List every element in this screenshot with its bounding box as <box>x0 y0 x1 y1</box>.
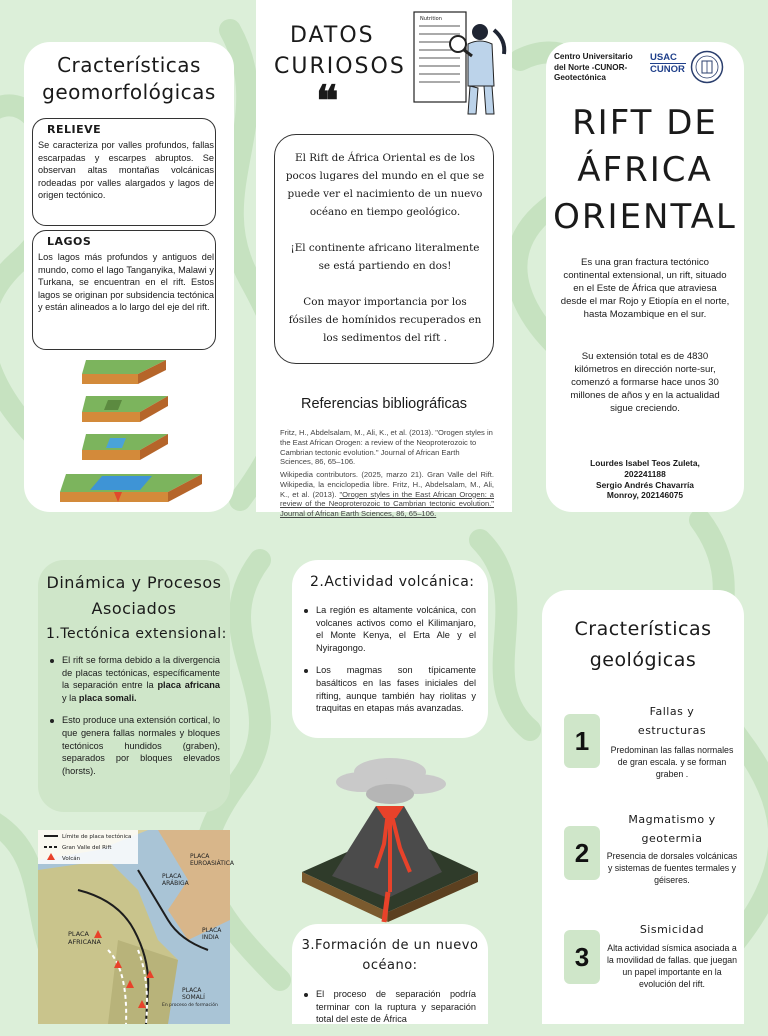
map-label-som-2: SOMALÍ <box>182 994 205 1001</box>
tectonica-bullet-2: Esto produce una extensión cortical, lo que genera fallas normales y bloques tectónicos hundidos (graben), separados por bloques elevados (horsts). <box>48 714 220 777</box>
ocean-subtitle <box>292 936 488 976</box>
quote-mark-icon: ❝ <box>316 77 339 124</box>
item-number-3: 3 <box>564 930 600 984</box>
relieve-box <box>32 118 216 226</box>
map-label-arab-1: PLACA <box>162 873 182 880</box>
volcanic-subtitle: 2.Actividad volcánica: <box>310 574 475 590</box>
panel1-title <box>24 52 234 106</box>
panel1-title-line2: geomorfológicas <box>42 80 216 104</box>
panel-datos-curiosos <box>256 0 512 519</box>
item-2-title <box>606 810 738 848</box>
institution-name <box>554 52 633 84</box>
item-2-title-line2: geotermia <box>641 832 703 845</box>
map-legend-volcano: Volcán <box>62 856 81 862</box>
datos-title-line2: CURIOSOS <box>274 54 406 79</box>
dynamics-title-line2: Asociados <box>91 599 177 618</box>
item-1-title-line1: Fallas y <box>649 705 695 718</box>
map-label-ind-2: INDIA <box>202 934 219 941</box>
tectonica-bullet-1-text: El rift se forma debido a la divergencia de placas tectónicas, específicamente la separación entre la <box>62 655 220 691</box>
volcano-illustration <box>292 752 488 922</box>
dynamics-title-line1: Dinámica y Procesos <box>46 573 222 592</box>
geological-title-line1: Cracterísticas <box>574 618 712 640</box>
item-number-1: 1 <box>564 714 600 768</box>
map-label-som-1: PLACA <box>182 987 202 994</box>
ocean-bullet-1: El proceso de separación podría terminar con la ruptura y separación total del este de África <box>302 988 476 1026</box>
lagos-heading: LAGOS <box>47 235 92 248</box>
map-legend-plate-boundary: Límite de placa tectónica <box>62 834 132 840</box>
item-3-text: Alta actividad sísmica asociada a la movilidad de fallas. que juegan un papel importante en la evolución del rift. <box>606 943 738 989</box>
datos-curiosos-box <box>274 134 494 364</box>
item-number-2: 2 <box>564 826 600 880</box>
dato-1: El Rift de África Oriental es de los pocos lugares del mundo en el que se puede ver el nacimiento de un nuevo océano en tiempo geológico. <box>285 152 485 218</box>
authors <box>546 458 744 501</box>
ocean-subtitle-line1: 3.Formación de un nuevo <box>301 938 479 953</box>
reference-2-link[interactable]: "Orogen styles in the East African Orogen: a review of the Neoproterozoic to Cambrian tectonic evolution." Journal of African Earth Sciences, 86, 65–106. <box>280 489 494 519</box>
references-title: Referencias bibliográficas <box>300 396 468 412</box>
map-label-afr-1: PLACA <box>68 930 90 938</box>
author-2-id: Monroy, 202146075 <box>606 490 684 501</box>
map-label-small: En proceso de formación <box>162 1003 218 1008</box>
ocean-card <box>292 924 488 1024</box>
dynamics-title <box>38 570 230 622</box>
reference-1: Fritz, H., Abdelsalam, M., Ali, K., et al. (2013). "Orogen styles in the East African Orogen: a review of the Neoproterozoic to Cambrian tectonic evolution." Journal of African Earth Sciences, 86, 65–106. <box>280 428 493 467</box>
relieve-text: Se caracteriza por valles profundos, fallas escarpadas y escarpes abruptos. Se observan altas montañas volcánicas rodeadas por valles alargados y lagos de origen tectónico. <box>38 140 214 201</box>
volcanic-bullet-2: Los magmas son típicamente basálticos en las fases iniciales del rifting, aunque también hay riolitas y traquitas en etapas más avanzadas. <box>302 664 476 714</box>
university-seal-icon <box>690 50 724 84</box>
geological-title <box>542 614 744 676</box>
main-title <box>546 100 744 241</box>
item-2-title-line1: Magmatismo y <box>628 813 716 826</box>
item-1-text: Predominan las fallas normales de gran escala. y se forman graben . <box>610 745 734 779</box>
dato-2: ¡El continente africano literalmente se está partiendo en dos! <box>290 242 480 272</box>
lagos-box <box>32 230 216 350</box>
block-diagram-3 <box>82 434 168 460</box>
tectonica-subtitle: 1.Tectónica extensional: <box>46 626 227 642</box>
main-title-line1: RIFT DE <box>572 103 718 143</box>
ocean-subtitle-line2: océano: <box>362 958 418 973</box>
reference-2 <box>280 470 494 519</box>
volcanic-bullet-1: La región es altamente volcánica, con volcanes activos como el Kilimanjaro, el Monte Kenya, el Erta Ale y el Nyiragongo. <box>302 604 476 654</box>
map-label-arab-2: ARÁBIGA <box>162 880 189 887</box>
map-label-euro-2: EUROASIÁTICA <box>190 860 235 867</box>
map-label-afr-2: AFRICANA <box>68 938 101 946</box>
lagos-text: Los lagos más profundos y antiguos del mundo, como el lago Tanganyika, Malawi y Turkana, se encuentran en el rift. Estos lagos se originan por subsidencia tectónica y están alineados a lo largo del eje del rift. <box>38 252 214 313</box>
ocean-bullets <box>302 988 476 1036</box>
datos-curiosos-title <box>274 20 406 82</box>
relieve-heading: RELIEVE <box>47 123 102 136</box>
volcanic-card <box>292 560 488 738</box>
geological-title-line2: geológicas <box>589 649 697 671</box>
rift-map-svg <box>38 830 235 1024</box>
author-2: Sergio Andrés Chavarría <box>596 479 694 490</box>
author-1-id: 202241188 <box>624 468 666 479</box>
item-2-text: Presencia de dorsales volcánicas y sistemas de fuentes termales y géiseres. <box>606 851 738 885</box>
main-title-line2: ÁFRICA <box>577 150 713 190</box>
geological-card <box>542 590 744 1024</box>
rift-description-2: Su extensión total es de 4830 kilómetros en dirección norte-sur, comenzó a formarse hace unos 30 millones de años y en la actualidad sigue creciendo. <box>570 351 720 414</box>
map-legend-rift-valley: Gran Valle del Rift <box>62 845 112 851</box>
map-label-ind-1: PLACA <box>202 927 222 934</box>
cover-card <box>546 42 744 512</box>
main-title-line3: ORIENTAL <box>553 197 737 237</box>
researcher-illustration <box>410 10 510 122</box>
block-diagram-2 <box>82 396 168 422</box>
block-diagram-4 <box>60 474 202 502</box>
panel1-title-line1: Cracterísticas <box>57 53 201 77</box>
datos-title-line1: DATOS <box>290 23 375 48</box>
block-diagram-1 <box>82 360 166 384</box>
rift-map-image <box>38 830 235 1024</box>
tectonica-bullets <box>48 654 220 787</box>
institution-line1: Centro Universitario <box>554 52 633 61</box>
svg-text:Nutrition: Nutrition <box>420 16 442 22</box>
author-1: Lourdes Isabel Teos Zuleta, <box>590 458 700 468</box>
reference-2-text: Wikipedia contributors. (2025, marzo 21). Gran Valle del Rift. Wikipedia, la enciclopedia libre. Fritz, H., Abdelsalam, M., Ali, K., et al. (2013). <box>280 470 494 499</box>
rift-block-diagrams-image <box>56 352 206 507</box>
placa-somali-text: placa somali. <box>78 692 137 703</box>
placa-africana-text: placa africana <box>157 680 220 691</box>
logo-usac-text: USAC <box>650 52 677 63</box>
logo-cunor-text: CUNOR <box>650 64 685 75</box>
item-3-title: Sismicidad <box>639 923 705 936</box>
map-label-euro-1: PLACA <box>190 853 210 860</box>
tectonica-bullet-1-mid: y la <box>62 692 79 703</box>
tectonica-bullet-1 <box>48 654 220 704</box>
institution-line2: del Norte -CUNOR- <box>554 62 628 72</box>
institution-line3: Geotectónica <box>554 73 606 82</box>
usac-cunor-logo <box>650 52 686 75</box>
dato-3: Con mayor importancia por los fósiles de homínidos recuperados en los sedimentos del rift . <box>288 296 482 344</box>
volcanic-bullets <box>302 604 476 725</box>
item-1-title <box>606 702 738 740</box>
item-1-title-line2: estructuras <box>637 724 707 737</box>
rift-description-1: Es una gran fractura tectónico continental extensional, un rift, situado en el Este de África que atraviesa desde el mar Rojo y Etiopía en el norte, hasta Mozambique en el sur. <box>560 257 730 320</box>
